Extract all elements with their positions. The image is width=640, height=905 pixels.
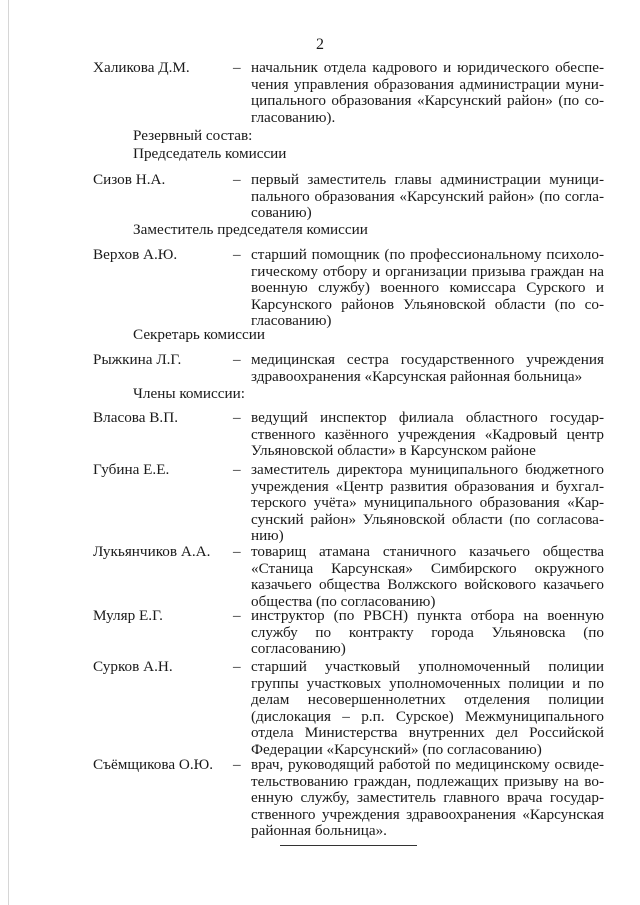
entry-name: Муляр Е.Г. — [93, 607, 163, 624]
entry-name: Съёмщикова О.Ю. — [93, 756, 214, 773]
entry-dash: – — [233, 351, 241, 368]
entry-description: врач, руководящий работой по медицинскому освидетельствованию граждан, подлежащих призыву на военную службу, заместитель главного врача государственного учреждения здравоохранения «Карсунская районная больница». — [251, 756, 604, 840]
secretary-heading: Секретарь комиссии — [133, 326, 266, 343]
entry-dash: – — [233, 543, 241, 560]
entry-name: Халикова Д.М. — [93, 59, 190, 76]
entry-name: Лукьянчиков А.А. — [93, 543, 211, 560]
closing-rule — [280, 845, 417, 846]
entry-description: старший помощник (по профессиональному психологическому отбору и организации призыва граждан на военную службу) военного комиссара Сурского и Карсунского районов Ульяновской области (по согласованию) — [251, 246, 604, 330]
entry-description: медицинская сестра государственного учреждения здравоохранения «Карсунская районная больница» — [251, 351, 604, 385]
entry-name: Власова В.П. — [93, 409, 178, 426]
entry-dash: – — [233, 409, 241, 426]
entry-description: заместитель директора муниципального бюджетного учреждения «Центр развития образования и бухгалтерского учёта» муниципального образования «Карсунский район» Ульяновской области (по согласованию) — [251, 461, 604, 545]
entry-name: Сурков А.Н. — [93, 658, 173, 675]
entry-dash: – — [233, 59, 241, 76]
entry-name: Губина Е.Е. — [93, 461, 170, 478]
members-heading: Члены комиссии: — [133, 385, 245, 402]
entry-description: первый заместитель главы администрации муниципального образования «Карсунский район» (по согласованию) — [251, 171, 604, 222]
entry-dash: – — [233, 658, 241, 675]
entry-description: старший участковый уполномоченный полиции группы участковых уполномоченных полиции и по делам несовершеннолетних отделения полиции (дислокация – р.п. Сурское) Межмуниципального отдела Министерства внутренних дел Российской Федерации «Карсунский» (по согласованию) — [251, 658, 604, 758]
deputy-heading: Заместитель председателя комиссии — [133, 221, 368, 238]
entry-dash: – — [233, 246, 241, 263]
chairman-heading: Председатель комиссии — [133, 145, 287, 162]
entry-name: Рыжкина Л.Г. — [93, 351, 182, 368]
entry-dash: – — [233, 171, 241, 188]
entry-name: Верхов А.Ю. — [93, 246, 178, 263]
reserve-heading: Резервный состав: — [133, 127, 253, 144]
scan-edge-line — [8, 0, 9, 905]
entry-dash: – — [233, 461, 241, 478]
entry-dash: – — [233, 607, 241, 624]
entry-description: начальник отдела кадрового и юридического обеспечения управления образования администрации муниципального образования «Карсунский район» (по согласованию). — [251, 59, 604, 126]
entry-description: ведущий инспектор филиала областного государственного казённого учреждения «Кадровый центр Ульяновской области» в Карсунском районе — [251, 409, 604, 460]
entry-description: товарищ атамана станичного казачьего общества «Станица Карсунская» Симбирского окружного казачьего общества Волжского войскового казачьего общества (по согласованию) — [251, 543, 604, 610]
entry-dash: – — [233, 756, 241, 773]
page-number: 2 — [316, 36, 324, 53]
entry-description: инструктор (по РВСН) пункта отбора на военную службу по контракту города Ульяновска (по согласованию) — [251, 607, 604, 658]
entry-name: Сизов Н.А. — [93, 171, 166, 188]
